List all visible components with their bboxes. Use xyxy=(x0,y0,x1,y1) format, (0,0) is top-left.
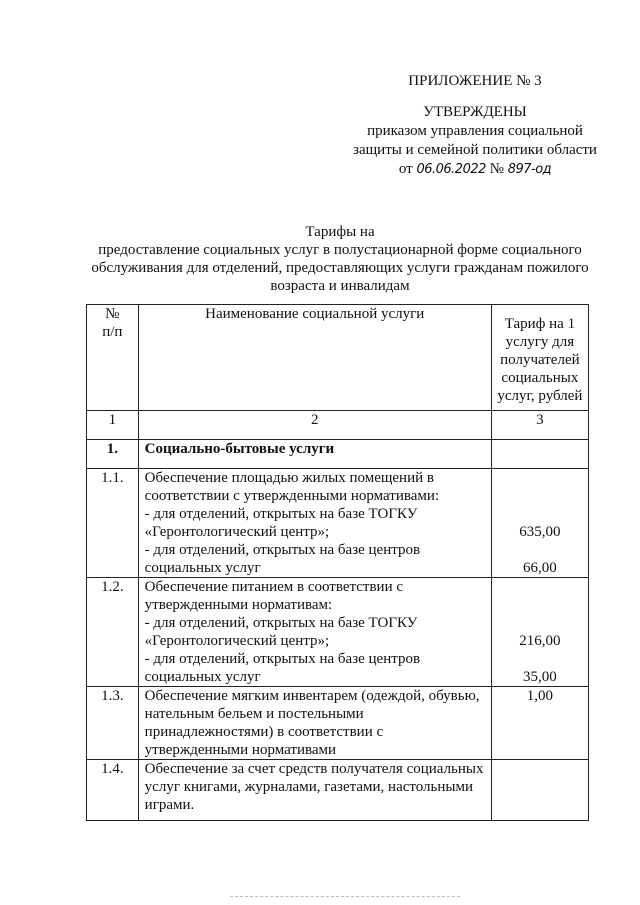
description-line: утвержденными нормативами xyxy=(144,742,337,758)
description-line: Обеспечение мягким инвентарем (одеждой, обувью, xyxy=(144,688,480,704)
description-line: Обеспечение площадью жилых помещений в xyxy=(144,470,434,486)
description-line: принадлежностями) в соответствии с xyxy=(144,724,384,740)
appendix-label: ПРИЛОЖЕНИЕ № 3 xyxy=(408,73,542,89)
tariff-value: 216,00 xyxy=(519,633,561,649)
approved-label: УТВЕРЖДЕНЫ xyxy=(423,104,527,120)
order-prefix: от xyxy=(398,161,413,177)
row-description xyxy=(138,578,491,687)
description-line: соответствии с утвержденными нормативами: xyxy=(144,488,440,504)
approval-line-1: приказом управления социальной xyxy=(367,123,583,139)
column-number: 1 xyxy=(87,411,139,440)
description-line: услуг книгами, журналами, газетами, настольными xyxy=(144,779,473,795)
title-line-3: обслуживания для отделений, предоставляющих услуги гражданам пожилого xyxy=(91,260,589,276)
description-line: - для отделений, открытых на базе ТОГКУ xyxy=(144,506,418,522)
row-tariff xyxy=(491,578,588,687)
title-line-4: возраста и инвалидам xyxy=(270,278,410,294)
order-line xyxy=(330,160,620,179)
description-line: социальных услуг xyxy=(144,669,261,685)
tariff-value: 635,00 xyxy=(519,524,561,540)
tariff-value: 1,00 xyxy=(526,688,554,704)
header-number xyxy=(87,305,139,411)
page-edge-mark xyxy=(230,896,460,898)
header-tariff-line: Тариф на 1 xyxy=(504,316,576,332)
section-row xyxy=(87,440,589,469)
section-title: Социально-бытовые услуги xyxy=(138,440,491,469)
row-description xyxy=(138,469,491,578)
table-row xyxy=(87,469,589,578)
row-tariff xyxy=(491,760,588,821)
row-number: 1.2. xyxy=(87,578,139,687)
document-title xyxy=(80,223,600,295)
table-row xyxy=(87,687,589,760)
header-tariff-line: получателей xyxy=(500,352,580,368)
header-tariff-line: социальных xyxy=(501,370,579,386)
column-number: 2 xyxy=(138,411,491,440)
order-number-label: № xyxy=(489,161,504,177)
tariff-table xyxy=(86,304,589,821)
title-line-2: предоставление социальных услуг в полустационарной форме социального xyxy=(98,242,582,258)
order-number: 897-од xyxy=(507,162,552,177)
description-line: социальных услуг xyxy=(144,560,261,576)
order-date: 06.06.2022 xyxy=(416,162,486,177)
header-tariff-line: услуг, рублей xyxy=(497,388,583,404)
description-line: «Геронтологический центр»; xyxy=(144,524,330,540)
row-description xyxy=(138,687,491,760)
description-line: Обеспечение за счет средств получателя социальных xyxy=(144,761,484,777)
table-row xyxy=(87,578,589,687)
tariff-value: 66,00 xyxy=(523,560,557,576)
row-number: 1.4. xyxy=(87,760,139,821)
description-line: - для отделений, открытых на базе ТОГКУ xyxy=(144,615,418,631)
row-number: 1.1. xyxy=(87,469,139,578)
header-tariff xyxy=(491,305,588,411)
row-tariff xyxy=(491,469,588,578)
row-description xyxy=(138,760,491,821)
description-line: «Геронтологический центр»; xyxy=(144,633,330,649)
row-number: 1.3. xyxy=(87,687,139,760)
description-line: нательным бельем и постельными xyxy=(144,706,364,722)
table-row xyxy=(87,760,589,821)
header-service-name: Наименование социальной услуги xyxy=(138,305,491,411)
section-tariff-cell xyxy=(491,440,588,469)
description-line: играми. xyxy=(144,797,195,813)
header-number-line: № xyxy=(105,306,120,322)
description-line: Обеспечение питанием в соответствии с xyxy=(144,579,404,595)
approval-block xyxy=(330,72,620,179)
description-line: - для отделений, открытых на базе центров xyxy=(144,542,421,558)
header-number-line: п/п xyxy=(102,324,123,340)
row-tariff xyxy=(491,687,588,760)
column-number-row xyxy=(87,411,589,440)
header-tariff-line: услугу для xyxy=(505,334,575,350)
approval-line-2: защиты и семейной политики области xyxy=(353,142,597,158)
table-header-row xyxy=(87,305,589,411)
tariff-value: 35,00 xyxy=(523,669,557,685)
description-line: утвержденными нормативам: xyxy=(144,597,333,613)
description-line: - для отделений, открытых на базе центров xyxy=(144,651,421,667)
section-number: 1. xyxy=(87,440,139,469)
column-number: 3 xyxy=(491,411,588,440)
title-line-1: Тарифы на xyxy=(305,224,375,240)
